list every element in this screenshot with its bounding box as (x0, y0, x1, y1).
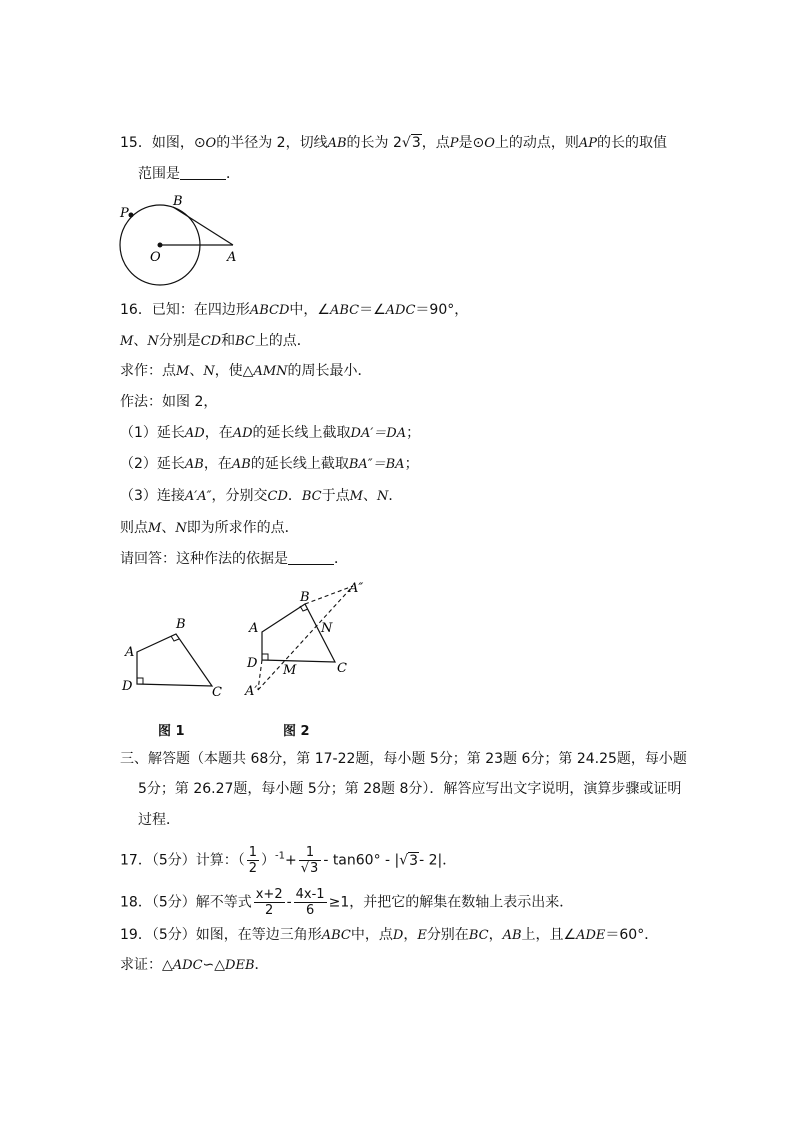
label-a-double-prime: A″ (349, 581, 364, 596)
q16-text: 求作：点 (120, 363, 176, 379)
q16-text: 、 (133, 333, 148, 349)
fraction-denominator: 6 (305, 903, 315, 918)
q16-text: BC (301, 489, 322, 504)
label-a: A (227, 250, 237, 265)
label-a-prime: A′ (245, 684, 258, 699)
label-d: D (247, 656, 258, 671)
q16-text: M (120, 334, 134, 349)
q16-text: CD (267, 489, 288, 504)
label-m: M (283, 663, 297, 678)
q15-line1 (120, 133, 667, 154)
q19-line2 (120, 955, 269, 976)
q16-text: 的延长线上截取 (250, 456, 349, 472)
q16-text: CD (200, 334, 222, 349)
label-p: P (120, 206, 129, 221)
q16-text: 、 (189, 363, 204, 379)
fraction-denominator: √3 (300, 861, 319, 876)
q19-text: ABC (321, 928, 351, 943)
q15-line2 (138, 164, 240, 184)
q16-text: ABC (329, 303, 360, 318)
q17-line: 17．（5分）计算：（ $\frac{1}{2}$ ）$^{-1}$+ $\frac{1}{√3}$ - tan60° - |√3- 2|． (120, 845, 457, 876)
label-d: D (122, 679, 133, 694)
q16-line8 (120, 518, 299, 539)
answer-blank (180, 165, 226, 180)
q16-text: BC (235, 334, 255, 349)
q17-text: - 2|． (419, 852, 457, 869)
q19-text: ＝60°． (605, 927, 659, 943)
fraction-x-plus-2-over-2 (254, 887, 285, 918)
q16-line3 (120, 361, 372, 382)
q18-text: 18．（5分）解不等式 (120, 894, 252, 911)
q19-text: ． (254, 957, 269, 973)
fraction-4x-minus-1-over-6 (294, 887, 327, 918)
q16-text: M (148, 521, 162, 536)
q15-text: 3 (411, 135, 421, 151)
q16-text: N (203, 364, 215, 379)
figure-2-caption: 图 2 (283, 724, 310, 739)
q16-text: M (176, 364, 190, 379)
q18-text: - (286, 894, 292, 911)
q15-text: AB (327, 136, 347, 151)
q16-text: （1）延长 (120, 425, 185, 441)
q19-text: E (417, 928, 427, 943)
q15-text: O (484, 136, 495, 151)
q19-line1 (120, 925, 658, 946)
q16-text: ，使△ (214, 363, 254, 379)
q16-text: ． (388, 488, 403, 504)
fraction-one-half (247, 845, 259, 876)
q16-text: N (175, 521, 187, 536)
q16-line5 (120, 423, 420, 444)
label-b: B (176, 617, 186, 632)
q16-text: ，在 (203, 456, 232, 472)
label-o: O (150, 250, 161, 265)
fraction-denominator: 2 (248, 861, 258, 876)
q15-text: 的半径为 2，切线 (216, 135, 328, 151)
q16-text: 于点 (321, 488, 350, 504)
q16-text: ，分别交 (211, 488, 268, 504)
fraction-numerator: 1 (248, 845, 258, 860)
q19-text: 上，且∠ (521, 927, 577, 943)
label-c: C (212, 685, 222, 697)
q16-text: 中，∠ (289, 302, 330, 318)
point-p (129, 213, 134, 218)
q16-line2 (120, 331, 311, 352)
q16-text: M (349, 489, 363, 504)
fraction-one-over-root-three (299, 845, 322, 876)
q16-line9 (120, 549, 348, 569)
q19-text: ， (403, 927, 418, 943)
q16-line6 (120, 454, 419, 475)
fraction-numerator: 1 (299, 845, 322, 861)
q16-figure-1 (115, 612, 230, 697)
label-a: A (249, 621, 259, 636)
q19-text: 19．（5分）如图，在等边三角形 (120, 927, 322, 943)
quadrilateral-abcd (137, 634, 212, 686)
q16-figure-2 (243, 578, 368, 703)
q16-text: 16．已知：在四边形 (120, 302, 250, 318)
q19-text: ADE (576, 928, 606, 943)
q19-text: 求证：△ (120, 957, 173, 973)
q16-text: A′A″ (184, 489, 212, 504)
radicand: 3 (409, 852, 419, 869)
q19-text: DEB (225, 958, 255, 973)
q19-text: BC (468, 928, 489, 943)
q16-text: AB (231, 457, 251, 472)
q15-figure (112, 193, 242, 288)
q16-text: ＝∠ (359, 302, 386, 318)
q17-text: + (285, 852, 297, 869)
q15-text: O (205, 136, 217, 151)
q15-text: 的长为 2 (346, 135, 402, 151)
q16-text: 的延长线上截取 (252, 425, 351, 441)
section3-line1: 三、解答题（本题共 68分，第 17-22题，每小题 5分；第 23题 6分；第 24.25题，每小题 (120, 751, 687, 767)
radicand: 3 (310, 861, 319, 876)
q16-text: 则点 (120, 520, 148, 536)
q19-text: AB (502, 928, 522, 943)
point-o (158, 243, 163, 248)
q16-text: 作法：如图 2， (120, 394, 218, 410)
label-c: C (337, 661, 347, 676)
extension-ab (305, 586, 353, 604)
q15-text: P (449, 136, 459, 151)
tangent-ab (173, 207, 233, 245)
extension-ad (258, 660, 262, 690)
section3-line3: 过程． (138, 812, 180, 828)
q16-text: 分别是 (158, 333, 201, 349)
q15-text: 的长的取值 (597, 135, 668, 151)
q15-text: 范围是 (138, 166, 180, 182)
q19-text: ， (488, 927, 503, 943)
q17-text: - tan60° - | (323, 852, 400, 869)
q16-text: ． (287, 488, 302, 504)
right-angle-d (262, 654, 268, 660)
q16-line4 (120, 392, 217, 412)
answer-blank (288, 550, 334, 565)
label-n: N (321, 621, 333, 636)
q16-text: ； (406, 425, 421, 441)
q16-text: ． (334, 551, 348, 567)
q16-text: ADC (385, 303, 416, 318)
q16-text: （3）连接 (120, 488, 185, 504)
q19-text: 中，点 (350, 927, 393, 943)
q16-text: 、 (362, 488, 377, 504)
section3-line2: 5分；第 26.27题，每小题 5分；第 28题 8分）．解答应写出文字说明，演算步骤或证明 (138, 781, 682, 797)
q16-text: 和 (221, 333, 236, 349)
q16-line1 (120, 300, 468, 321)
q17-exponent: -1 (275, 850, 285, 862)
q16-text: ABCD (249, 303, 290, 318)
q16-text: 的周长最小． (287, 363, 372, 379)
q16-text: （2）延长 (120, 456, 185, 472)
q16-text: DA′＝DA (350, 426, 407, 441)
q15-text: 上的动点，则 (494, 135, 579, 151)
q16-text: AMN (253, 364, 288, 379)
q19-text: D (392, 928, 404, 943)
q16-text: 、 (161, 520, 176, 536)
q16-text: AD (184, 426, 205, 441)
fraction-denominator: 2 (265, 903, 274, 918)
q15-text: ． (226, 166, 240, 182)
q19-text: ∽△ (202, 957, 226, 973)
q16-line7 (120, 486, 402, 507)
q15-text: AP (578, 136, 598, 151)
label-b: B (173, 194, 183, 209)
q15-text: √ (401, 135, 411, 151)
q16-text: ＝90°， (415, 302, 469, 318)
q15-text: 是⊙ (458, 135, 485, 151)
figure-1-caption: 图 1 (158, 724, 185, 739)
q19-text: ADC (172, 958, 203, 973)
label-a: A (125, 645, 135, 660)
q16-text: ； (404, 456, 419, 472)
q16-text: ，在 (204, 425, 233, 441)
q16-text: 上的点． (254, 333, 311, 349)
q16-text: N (147, 334, 159, 349)
q16-text: 即为所求作的点． (186, 520, 299, 536)
label-b: B (300, 590, 310, 605)
right-angle-d (137, 678, 143, 684)
fraction-numerator: 4x-1 (295, 887, 325, 902)
q17-text: 17．（5分）计算：（ (120, 852, 245, 869)
fraction-numerator: x+2 (255, 887, 283, 902)
q16-text: AB (184, 457, 204, 472)
q16-text: BA″＝BA (348, 457, 405, 472)
q16-text: AD (232, 426, 253, 441)
q17-text: ） (261, 852, 276, 869)
q15-text: ，点 (421, 135, 450, 151)
q16-text: 请回答：这种作法的依据是 (120, 551, 288, 567)
q16-text: N (376, 489, 389, 504)
q18-text: ≥1，并把它的解集在数轴上表示出来． (328, 894, 574, 911)
q19-text: 分别在 (426, 927, 469, 943)
q18-line (120, 887, 573, 918)
q15-text: 15．如图，⊙ (120, 135, 206, 151)
